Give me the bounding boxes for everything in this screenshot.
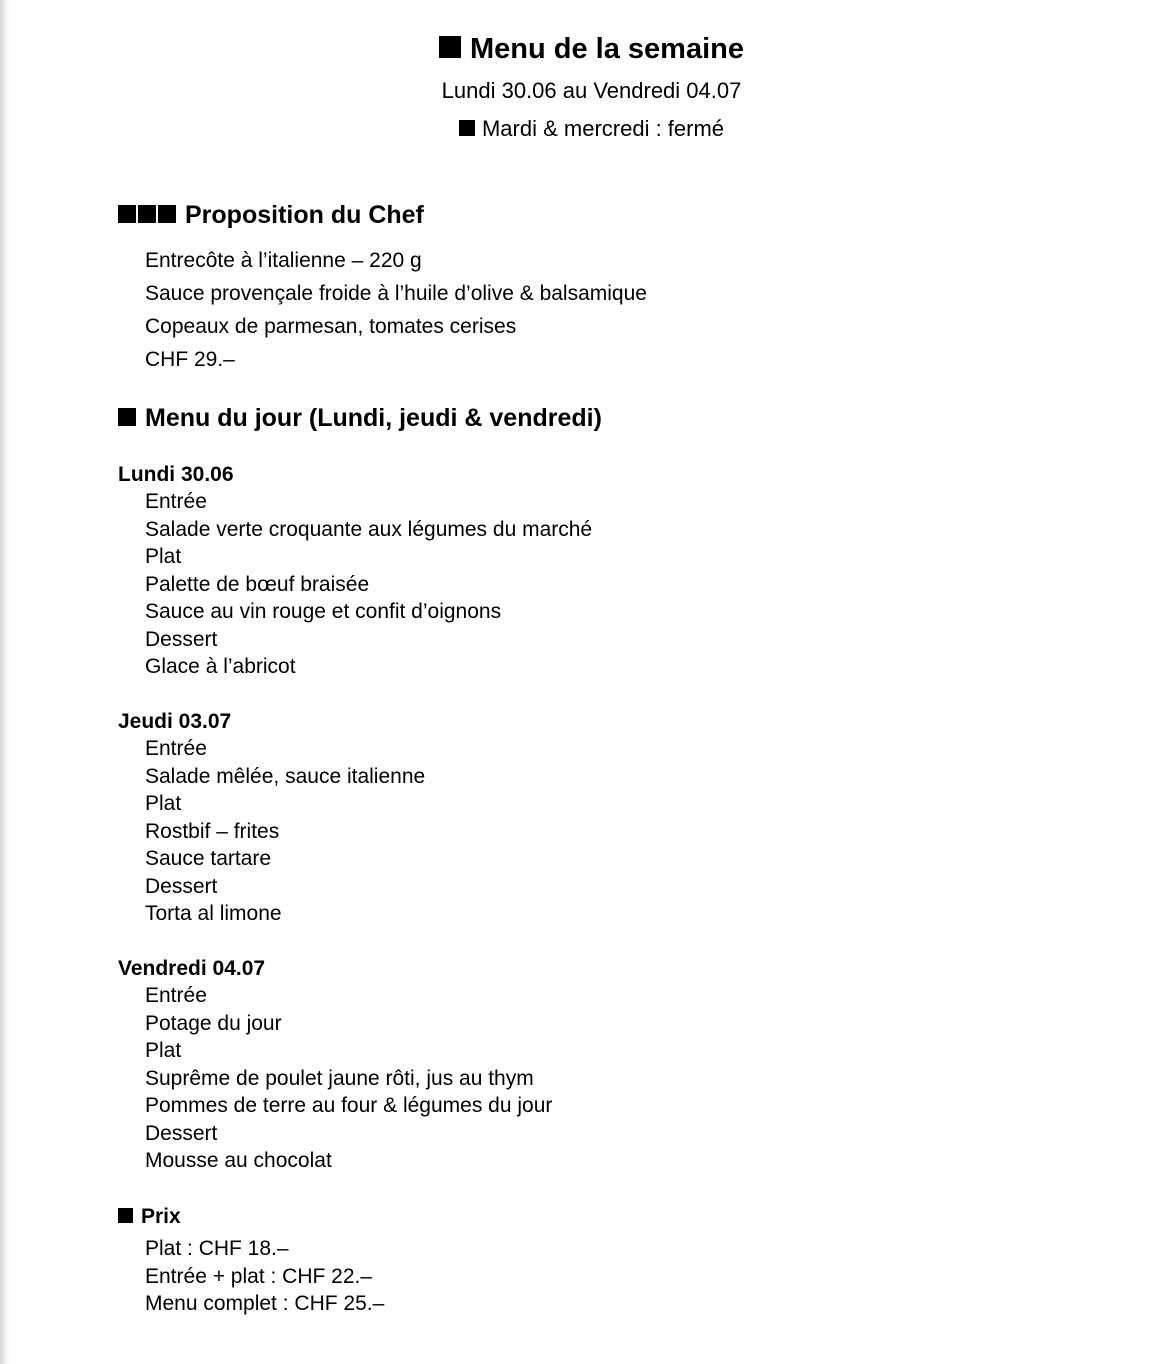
prices-heading: [118, 1203, 181, 1230]
day-menu-lundi: [145, 488, 592, 681]
list-item: Suprême de poulet jaune rôti, jus au thym: [145, 1066, 534, 1090]
list-item: Potage du jour: [145, 1011, 282, 1035]
list-item: Entrée + plat : CHF 22.–: [145, 1264, 373, 1288]
square-bullet-icon: [118, 1208, 133, 1223]
list-item: Copeaux de parmesan, tomates cerises: [145, 315, 517, 338]
square-bullet-icon: [439, 36, 461, 58]
closed-days-text: Mardi & mercredi : fermé: [481, 116, 725, 141]
chef-heading: [118, 199, 424, 231]
list-item: Entrée: [145, 984, 207, 1007]
day-menu-vendredi: [145, 982, 552, 1175]
square-bullet-icon: [158, 205, 176, 223]
page-edge-shadow: [0, 0, 10, 1364]
list-item: Glace à l’abricot: [145, 655, 296, 678]
list-item: Torta al limone: [145, 902, 282, 925]
prices-list: [145, 1235, 384, 1318]
list-item: Plat: [145, 1039, 182, 1062]
list-item: Sauce tartare: [145, 847, 272, 870]
list-item: Rostbif – frites: [145, 819, 280, 843]
list-item: Plat: [145, 545, 182, 568]
list-item: CHF 29.–: [145, 348, 235, 371]
square-bullet-icon: [138, 205, 156, 223]
list-item: Entrecôte à l’italienne – 220 g: [145, 249, 422, 272]
day-menu-jeudi: [145, 735, 425, 928]
day-heading-lundi: Lundi 30.06: [118, 463, 234, 486]
prices-heading-text: Prix: [141, 1205, 181, 1228]
chef-heading-text: Proposition du Chef: [185, 201, 424, 229]
list-item: Salade mêlée, sauce italienne: [145, 764, 426, 788]
page-title: [16, 30, 1151, 68]
day-heading-vendredi: Vendredi 04.07: [118, 957, 266, 980]
list-item: Pommes de terre au four & légumes du jour: [145, 1094, 553, 1117]
list-item: Dessert: [145, 874, 218, 898]
daily-menu-heading-text: Menu du jour (Lundi, jeudi & vendredi): [145, 404, 602, 432]
day-heading-jeudi: Jeudi 03.07: [118, 710, 232, 733]
list-item: Dessert: [145, 627, 218, 651]
square-bullet-icon: [459, 120, 475, 136]
chef-proposal-list: [145, 244, 647, 376]
list-item: Dessert: [145, 1121, 218, 1145]
square-bullet-icon: [118, 205, 136, 223]
list-item: Sauce au vin rouge et confit d’oignons: [145, 600, 502, 623]
list-item: Entrée: [145, 490, 207, 513]
list-item: Palette de bœuf braisée: [145, 572, 370, 596]
list-item: Plat: [145, 792, 182, 815]
daily-menu-heading: [118, 402, 602, 434]
list-item: Plat : CHF 18.–: [145, 1237, 289, 1260]
list-item: Mousse au chocolat: [145, 1149, 332, 1172]
page-title-text: Menu de la semaine: [470, 33, 744, 65]
date-range: Lundi 30.06 au Vendredi 04.07: [441, 78, 742, 103]
closed-days-note: [16, 115, 1151, 143]
square-bullet-icon: [118, 408, 136, 426]
list-item: Entrée: [145, 737, 207, 760]
list-item: Salade verte croquante aux légumes du marché: [145, 517, 593, 541]
list-item: Menu complet : CHF 25.–: [145, 1292, 385, 1315]
list-item: Sauce provençale froide à l’huile d’olive & balsamique: [145, 282, 647, 305]
